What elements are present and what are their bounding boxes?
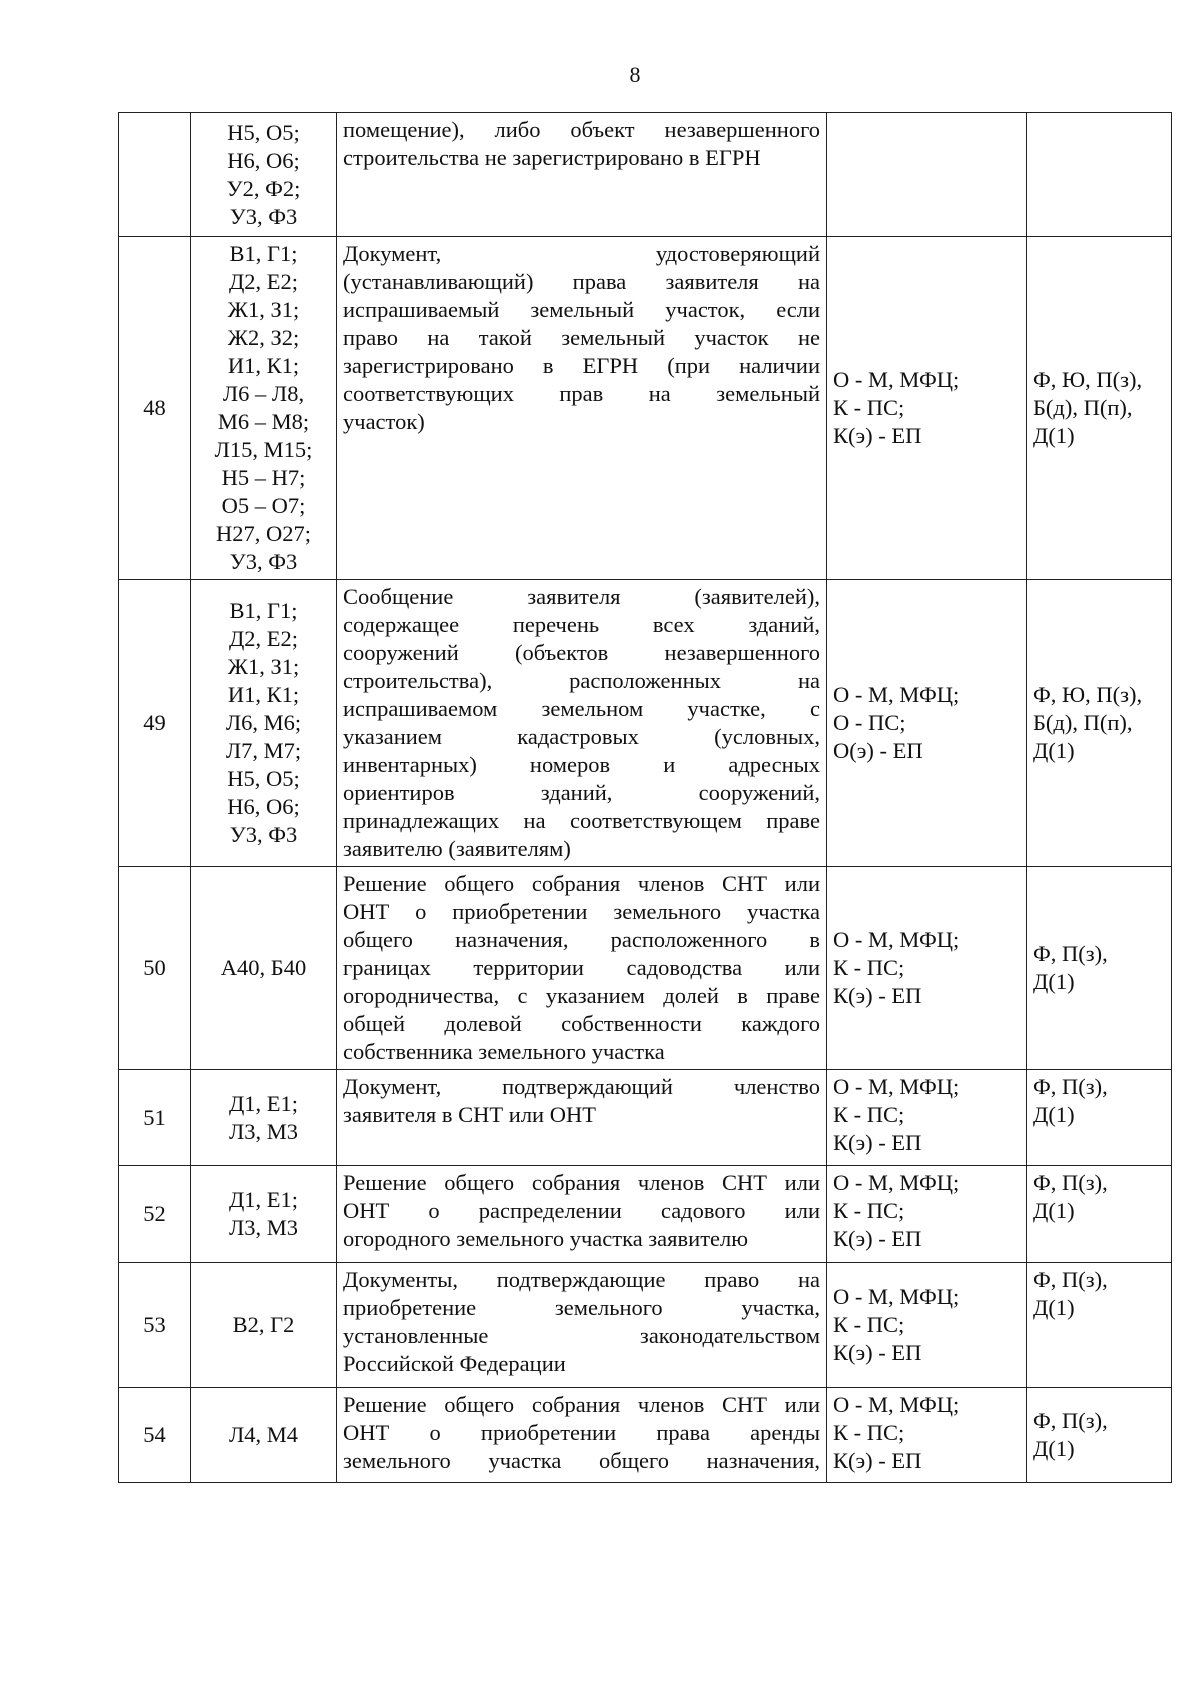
applicant-types	[1027, 1263, 1172, 1388]
applicant-line: Ф, Ю, П(з),	[1033, 682, 1143, 707]
applicant-line: Д(1)	[1033, 969, 1075, 994]
code-line: Д2, Е2;	[228, 269, 299, 294]
code-line: Ж1, З1;	[227, 654, 300, 679]
document-line: Сообщение заявителя (заявителей),	[343, 584, 820, 609]
submission-method	[827, 237, 1027, 580]
document-line: ориентиров зданий, сооружений,	[343, 780, 820, 805]
method-line: К(э) - ЕП	[833, 1448, 922, 1473]
applicant-category-codes	[191, 1263, 337, 1388]
document-line: Документ, удостоверяющий	[343, 241, 820, 266]
code-line: Л6, М6;	[225, 710, 302, 735]
code-line: У3, Ф3	[229, 822, 298, 847]
table-row	[119, 1070, 1172, 1166]
applicant-line: Д(1)	[1033, 423, 1075, 448]
method-line: К(э) - ЕП	[833, 1226, 922, 1251]
method-line: О - М, МФЦ;	[833, 927, 960, 952]
code-line: Н5, О5;	[227, 766, 300, 791]
table-row	[119, 237, 1172, 580]
code-line: Л4, М4	[228, 1422, 299, 1447]
applicant-category-codes	[191, 867, 337, 1070]
code-line: Н5 – Н7;	[221, 465, 306, 490]
applicant-line: Ф, П(з),	[1033, 1267, 1108, 1292]
code-line: Д1, Е1;	[228, 1090, 299, 1116]
submission-method	[827, 1263, 1027, 1388]
row-number	[119, 113, 191, 237]
document-line: Документы, подтверждающие право на	[343, 1267, 820, 1292]
document-description	[337, 1263, 827, 1388]
applicant-types	[1027, 1388, 1172, 1483]
document-line: заявителя в СНТ или ОНТ	[343, 1102, 596, 1127]
document-description	[337, 1388, 827, 1483]
method-line: К(э) - ЕП	[833, 1130, 922, 1155]
document-description	[337, 237, 827, 580]
code-line: Д2, Е2;	[228, 626, 299, 651]
code-line: Н27, О27;	[216, 521, 311, 546]
code-line: В1, Г1;	[229, 241, 298, 266]
code-line: И1, К1;	[227, 682, 300, 707]
document-line: зарегистрировано в ЕГРН (при наличии	[343, 353, 820, 378]
method-line: К(э) - ЕП	[833, 983, 922, 1008]
code-line: Л3, М3	[228, 1215, 299, 1240]
document-line: строительства не зарегистрировано в ЕГРН	[343, 145, 761, 170]
code-line: Н6, О6;	[227, 147, 300, 173]
applicant-line: Д(1)	[1033, 1198, 1075, 1223]
table-row	[119, 867, 1172, 1070]
method-line: О - М, МФЦ;	[833, 682, 960, 707]
code-line: Л15, М15;	[214, 437, 313, 462]
document-line: инвентарных) номеров и адресных	[343, 752, 820, 777]
document-line: содержащее перечень всех зданий,	[343, 612, 820, 637]
applicant-category-codes	[191, 1166, 337, 1263]
method-line: О - М, МФЦ;	[833, 1284, 960, 1309]
submission-method	[827, 113, 1027, 237]
document-description	[337, 867, 827, 1070]
document-line: собственника земельного участка	[343, 1039, 665, 1064]
applicant-line: Д(1)	[1033, 1295, 1075, 1320]
applicant-line: Д(1)	[1033, 1436, 1075, 1461]
submission-method	[827, 1388, 1027, 1483]
document-line: Решение общего собрания членов СНТ или	[343, 1170, 820, 1195]
applicant-line: Ф, П(з),	[1033, 941, 1108, 966]
document-line: указанием кадастровых (условных,	[343, 724, 820, 749]
document-line: Решение общего собрания членов СНТ или	[343, 1392, 820, 1417]
submission-method	[827, 1166, 1027, 1263]
document-line: Российской Федерации	[343, 1351, 566, 1376]
document-line: сооружений (объектов незавершенного	[343, 640, 820, 665]
applicant-category-codes	[191, 580, 337, 867]
applicant-line: Ф, Ю, П(з),	[1033, 367, 1143, 392]
document-line: помещение), либо объект незавершенного	[343, 117, 820, 142]
row-number: 53	[119, 1263, 191, 1388]
document-line: право на такой земельный участок не	[343, 325, 820, 350]
document-line: Решение общего собрания членов СНТ или	[343, 871, 820, 896]
document-line: границах территории садоводства или	[343, 955, 820, 980]
code-line: Н6, О6;	[227, 794, 300, 819]
document-line: огородничества, с указанием долей в праве	[343, 983, 820, 1008]
document-line: установленные законодательством	[343, 1323, 820, 1348]
code-line: Д1, Е1;	[228, 1187, 299, 1212]
row-number: 54	[119, 1388, 191, 1483]
method-line: О - М, МФЦ;	[833, 1170, 960, 1195]
applicant-line: Д(1)	[1033, 1102, 1075, 1127]
code-line: Ж2, З2;	[227, 325, 300, 350]
document-line: ОНТ о распределении садового или	[343, 1198, 820, 1223]
document-line: испрашиваемом земельном участке, с	[343, 696, 820, 721]
table-row	[119, 1388, 1172, 1483]
code-line: И1, К1;	[227, 353, 300, 378]
applicant-line: Б(д), П(п),	[1033, 710, 1133, 735]
method-line: К - ПС;	[833, 1198, 905, 1223]
method-line: О - ПС;	[833, 710, 906, 735]
document-description	[337, 113, 827, 237]
document-line: строительства), расположенных на	[343, 668, 820, 693]
code-line: Л6 – Л8,	[222, 381, 305, 406]
applicant-line: Д(1)	[1033, 738, 1075, 763]
applicant-category-codes	[191, 237, 337, 580]
document-line: испрашиваемый земельный участок, если	[343, 297, 820, 322]
document-line: общей долевой собственности каждого	[343, 1011, 820, 1036]
document-line: принадлежащих на соответствующем праве	[343, 808, 820, 833]
row-number: 52	[119, 1166, 191, 1263]
page-number: 8	[629, 62, 641, 87]
applicant-line: Ф, П(з),	[1033, 1170, 1108, 1195]
submission-method	[827, 867, 1027, 1070]
document-line: (устанавливающий) права заявителя на	[343, 269, 820, 294]
document-line: общего назначения, расположенного в	[343, 927, 820, 952]
applicant-types	[1027, 867, 1172, 1070]
method-line: К - ПС;	[833, 395, 905, 420]
method-line: К - ПС;	[833, 1102, 905, 1127]
submission-method	[827, 1070, 1027, 1166]
documents-table	[118, 112, 1172, 1483]
table-row	[119, 1166, 1172, 1263]
code-line: Л3, М3	[228, 1118, 299, 1144]
document-line: приобретение земельного участка,	[343, 1295, 820, 1320]
document-description	[337, 1166, 827, 1263]
code-line: О5 – О7;	[221, 493, 306, 518]
code-line: Ж1, З1;	[227, 297, 300, 322]
row-number: 51	[119, 1070, 191, 1166]
row-number: 48	[119, 237, 191, 580]
method-line: К - ПС;	[833, 1312, 905, 1337]
code-line: У3, Ф3	[229, 203, 298, 229]
table-row	[119, 1263, 1172, 1388]
submission-method	[827, 580, 1027, 867]
documents-table-body	[119, 113, 1172, 1483]
code-line: В1, Г1;	[229, 598, 298, 623]
document-description	[337, 1070, 827, 1166]
applicant-types	[1027, 1166, 1172, 1263]
code-line: У3, Ф3	[229, 549, 298, 574]
code-line: А40, Б40	[220, 955, 307, 980]
method-line: О - М, МФЦ;	[833, 1074, 960, 1099]
applicant-category-codes	[191, 113, 337, 237]
method-line: К(э) - ЕП	[833, 1340, 922, 1365]
document-description	[337, 580, 827, 867]
row-number: 49	[119, 580, 191, 867]
method-line: О(э) - ЕП	[833, 738, 923, 763]
row-number: 50	[119, 867, 191, 1070]
applicant-line: Ф, П(з),	[1033, 1408, 1108, 1433]
applicant-types	[1027, 580, 1172, 867]
document-line: ОНТ о приобретении земельного участка	[343, 899, 820, 924]
applicant-types	[1027, 237, 1172, 580]
code-line: В2, Г2	[232, 1312, 295, 1337]
document-line: участок)	[343, 409, 425, 434]
method-line: К - ПС;	[833, 1420, 905, 1445]
document-line: земельного участка общего назначения,	[343, 1448, 820, 1473]
code-line: Н5, О5;	[227, 119, 300, 145]
applicant-category-codes	[191, 1070, 337, 1166]
applicant-category-codes	[191, 1388, 337, 1483]
method-line: О - М, МФЦ;	[833, 367, 960, 392]
applicant-types	[1027, 113, 1172, 237]
applicant-line: Ф, П(з),	[1033, 1074, 1108, 1099]
code-line: М6 – М8;	[217, 409, 310, 434]
code-line: Л7, М7;	[225, 738, 302, 763]
applicant-types	[1027, 1070, 1172, 1166]
applicant-line: Б(д), П(п),	[1033, 395, 1133, 420]
method-line: О - М, МФЦ;	[833, 1392, 960, 1417]
table-row	[119, 580, 1172, 867]
method-line: К - ПС;	[833, 955, 905, 980]
document-line: ОНТ о приобретении права аренды	[343, 1420, 820, 1445]
document-line: огородного земельного участка заявителю	[343, 1226, 749, 1251]
document-line: соответствующих прав на земельный	[343, 381, 820, 406]
code-line: У2, Ф2;	[226, 175, 301, 201]
table-row	[119, 113, 1172, 237]
method-line: К(э) - ЕП	[833, 423, 922, 448]
document-line: заявителю (заявителям)	[343, 836, 571, 861]
document-line: Документ, подтверждающий членство	[343, 1074, 820, 1099]
